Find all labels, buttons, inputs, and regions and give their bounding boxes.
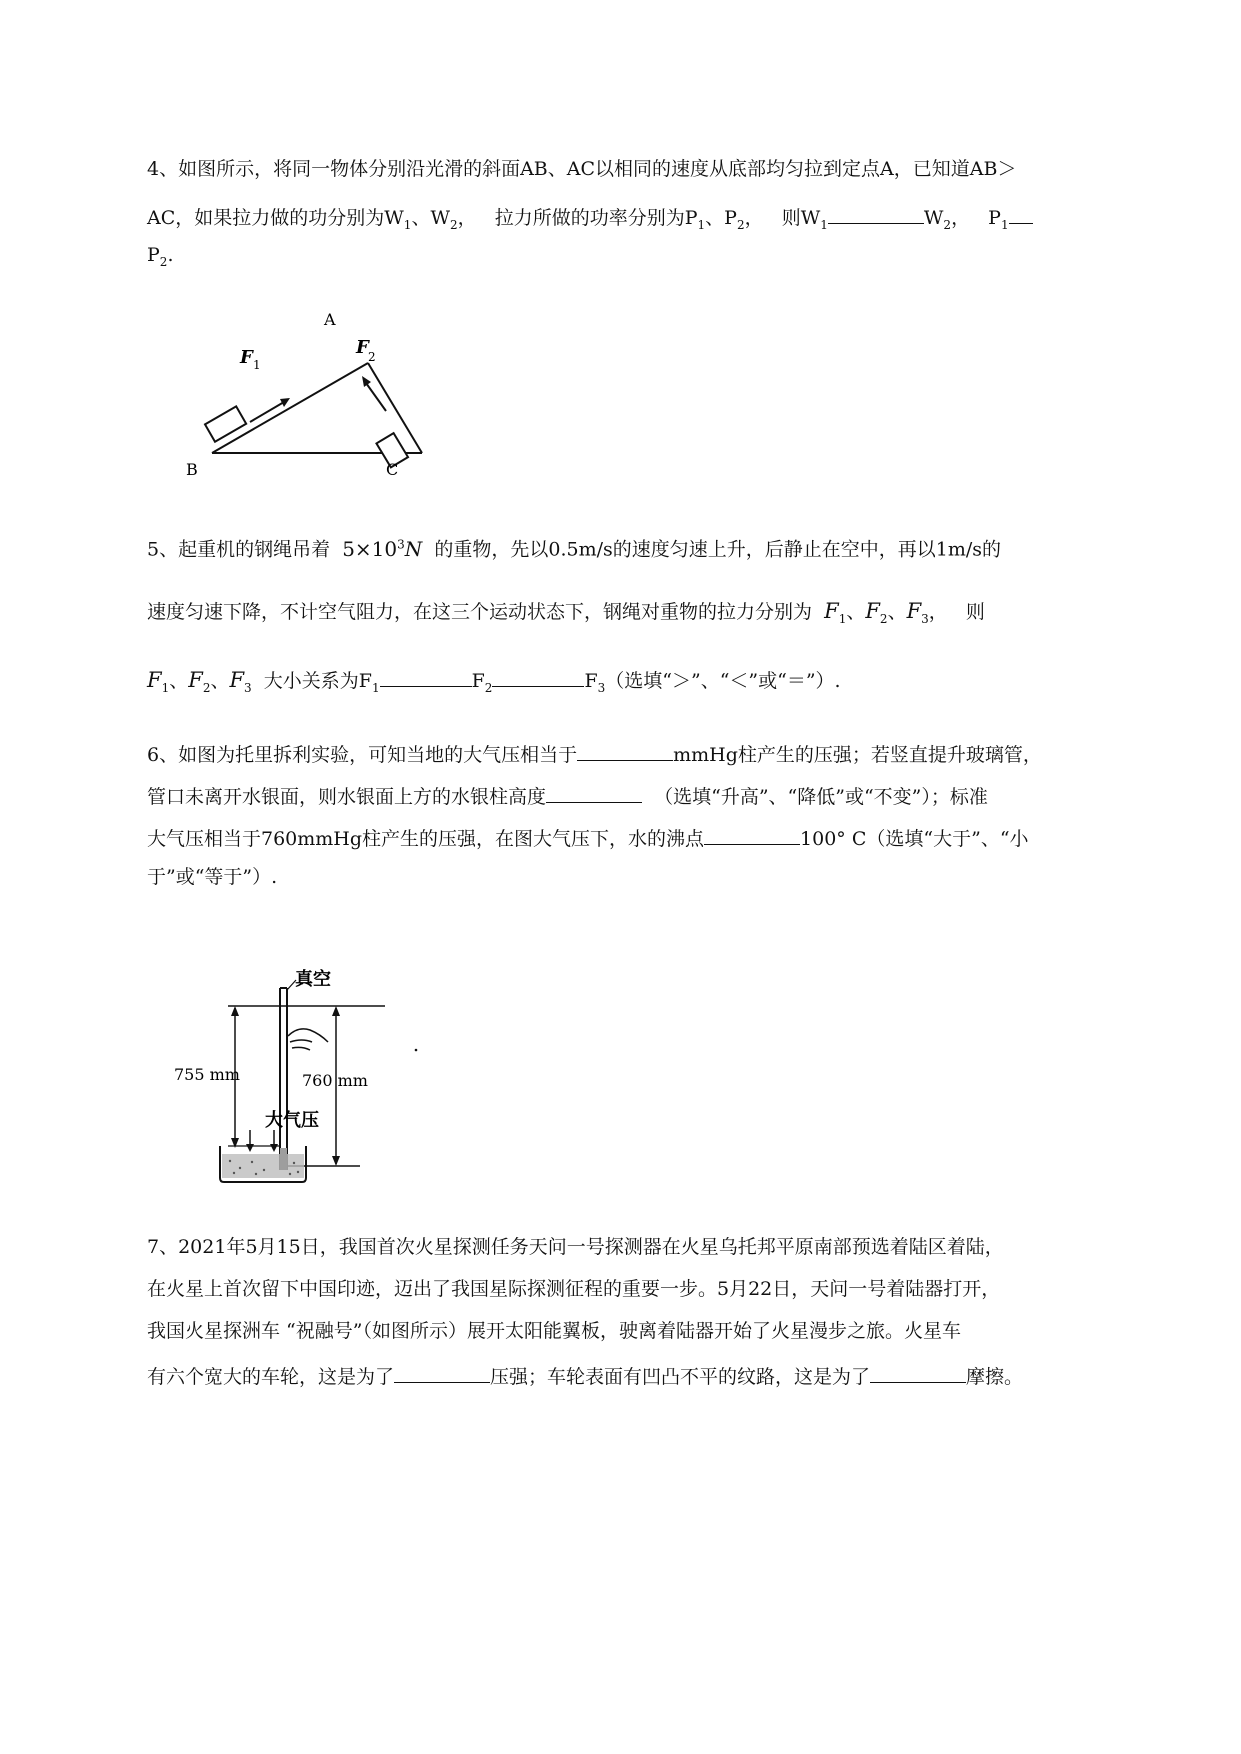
answer-blank-pressure-purpose[interactable] [394, 1364, 490, 1383]
q6-line-1: 6、如图为托里拆利实验，可知当地的大气压相当于 mmHg柱产生的压强；若竖直提升玻璃管， [147, 744, 1042, 766]
q4-line-1: 4、如图所示，将同一物体分别沿光滑的斜面AB、AC以相同的速度从底部均匀拉到定点A，已知道AB＞ [147, 158, 1017, 180]
hand-icon [288, 1029, 328, 1050]
label-vacuum: 真空 [295, 969, 331, 990]
q7-line-1: 7、2021年5月15日，我国首次火星探测任务天问一号探测器在火星乌托邦平原南部预选着陆区着陆， [147, 1236, 1004, 1258]
q5-line-2: 速度匀速下降，不计空气阻力，在这三个运动状态下，钢绳对重物的拉力分别为 $F_1$、$F_2$、$F_3$， 则 [147, 599, 985, 626]
arrow-f1 [250, 402, 284, 422]
label-f1: F [240, 347, 253, 368]
torricelli-figure [174, 958, 430, 1188]
answer-blank-f23[interactable] [492, 668, 584, 687]
label-f2: F [356, 337, 369, 358]
q6-line-3: 大气压相当于760mmHg柱产生的压强，在图大气压下，水的沸点 100° C（选填“大于”、“小 [147, 828, 1029, 850]
q4-line-2: AC，如果拉力做的功分别为$W_1$、$W_2$， 拉力所做的功率分别为$P_1$、$P_2$， 则$W_1$ $W_2$， $P_1$ [147, 205, 1033, 231]
label-atm: 大气压 [265, 1110, 319, 1131]
answer-blank-f12[interactable] [380, 668, 472, 687]
answer-blank-height[interactable] [546, 784, 642, 803]
label-f1-sub: 1 [253, 358, 261, 372]
q7-line-4: 有六个宽大的车轮，这是为了 压强；车轮表面有凹凸不平的纹路，这是为了 摩擦。 [147, 1366, 1024, 1388]
q5-line-1: 5、起重机的钢绳吊着 $5\times 10^3N$ 的重物，先以0.5m/s的速度匀速上升，后静止在空中，再以1m/s的 [147, 536, 1002, 561]
label-755: 755 mm [174, 1065, 240, 1084]
answer-blank-p[interactable] [1009, 205, 1033, 224]
label-b: B [186, 460, 198, 479]
label-c: C [386, 460, 399, 479]
q6-line-4: 于”或“等于”）. [147, 866, 278, 888]
q7-line-3: 我国火星探洲车 “祝融号”（如图所示）展开太阳能翼板，驶离着陆器开始了火星漫步之旅。火星车 [147, 1320, 961, 1342]
answer-blank-boiling[interactable] [704, 826, 800, 845]
answer-blank-friction-purpose[interactable] [870, 1364, 966, 1383]
label-f2-sub: 2 [368, 350, 376, 364]
q6-line-2: 管口未离开水银面，则水银面上方的水银柱高度 （选填“升高”、“降低”或“不变”）；标准 [147, 786, 988, 808]
label-a: A [324, 310, 336, 329]
formula: $5\times 10^3N$ [342, 536, 423, 561]
answer-blank-pressure[interactable] [577, 742, 673, 761]
q4-line-3: $P_2$. [147, 244, 174, 269]
mercury [222, 1154, 304, 1178]
answer-blank-w[interactable] [828, 205, 924, 224]
q5-line-3: $F_1$、$F_2$、$F_3$ 大小关系为$F_1$ $F_2$ $F_3$（选填“＞”、“＜”或“＝”）. [147, 668, 841, 695]
q7-line-2: 在火星上首次留下中国印迹，迈出了我国星际探测征程的重要一步。5月22日，天问一号着陆器打开， [147, 1278, 1001, 1300]
incline-figure [186, 310, 460, 485]
label-760: 760 mm [302, 1071, 368, 1090]
